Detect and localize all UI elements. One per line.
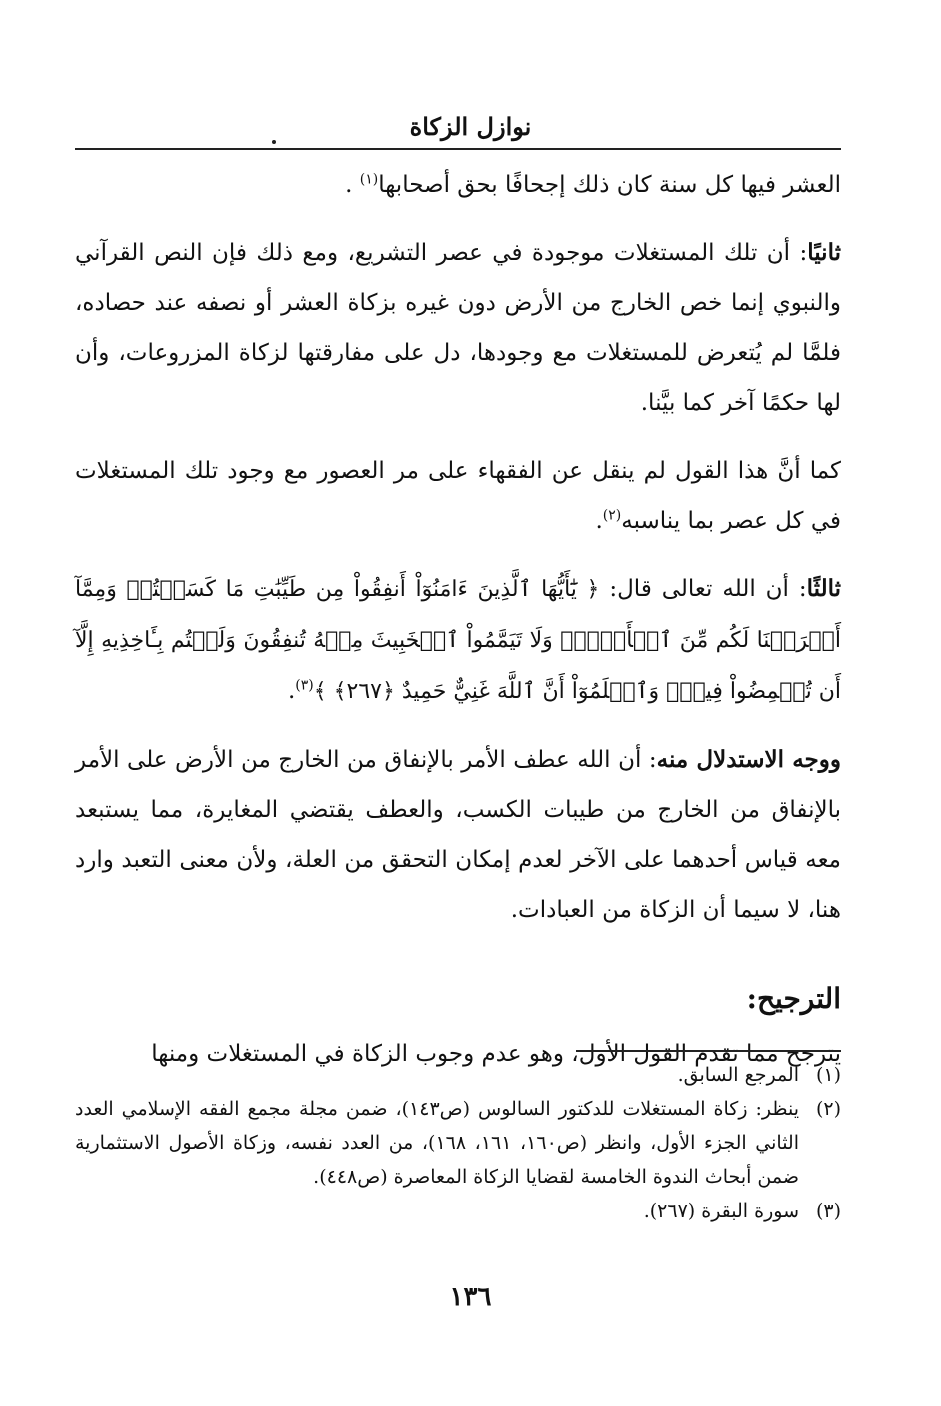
- paragraph-2: [75, 228, 841, 428]
- paragraph-2-lead: ثانيًا: [807, 239, 841, 266]
- header-dot: [272, 140, 276, 144]
- paragraph-1-text: العشر فيها كل سنة كان ذلك إجحافًا بحق أصحابها: [378, 172, 841, 198]
- page-number: ١٣٦: [449, 1282, 492, 1312]
- quran-verse: ﴿ يَٰٓأَيُّهَا ٱلَّذِينَ ءَامَنُوٓاْ أَنفِقُواْ مِن طَيِّبَٰتِ مَا كَسَبۡتُمۡ وَمِمَّآ أَخۡرَجۡنَا لَكُم مِّنَ ٱلۡأَرۡضِۖ وَلَا تَيَمَّمُواْ ٱلۡخَبِيثَ مِنۡهُ تُنفِقُونَ وَلَسۡتُم بِـَٔاخِذِيهِ إِلَّآ أَن تُغۡمِضُواْ فِيهِۚ وَٱعۡلَمُوٓاْ أَنَّ ٱللَّهَ غَنِيٌّ حَمِيدٌ ﴿٢٦٧﴾ ﴾: [75, 577, 841, 704]
- footnote-rule: [576, 1050, 841, 1052]
- paragraph-4-lead: ثالثًا: [806, 575, 841, 602]
- footnote-item: [75, 1058, 841, 1092]
- footnote-item: [75, 1092, 841, 1194]
- main-text: [75, 160, 841, 1079]
- footnote-text: ينظر: زكاة المستغلات للدكتور السالوس (ص١٤٣)، ضمن مجلة مجمع الفقه الإسلامي العدد الثاني الجزء الأول، وانظر (ص١٦٠، ١٦١، ١٦٨)، من العدد نفسه، وزكاة الأصول الاستثمارية ضمن أبحاث الندوة الخامسة لقضايا الزكاة المعاصرة (ص٤٤٨).: [75, 1098, 800, 1188]
- footnote-number: (٣): [815, 1200, 841, 1222]
- header-rule: [75, 148, 841, 150]
- paragraph-3: [75, 446, 841, 546]
- footnote-number: (١): [815, 1064, 841, 1086]
- footnote-text: سورة البقرة (٢٦٧).: [643, 1200, 799, 1222]
- paragraph-4: [75, 564, 841, 717]
- paragraph-1-end: .: [345, 172, 360, 198]
- paragraph-4-intro: : أن الله تعالى قال:: [599, 576, 807, 602]
- footnote-item: [75, 1194, 841, 1228]
- footnote-ref-2: (٢): [602, 507, 622, 524]
- footnote-ref-1: (١): [359, 171, 379, 188]
- paragraph-2-text: : أن تلك المستغلات موجودة في عصر التشريع، ومع ذلك فإن النص القرآني والنبوي إنما خص الخارج من الأرض دون غيره بزكاة العشر أو نصفه عند حصاده، فلمَّا لم يُتعرض للمستغلات مع وجودها، دل على مفارقتها لزكاة المزروعات، وأن لها حكمًا آخر كما بيَّنا.: [75, 240, 841, 416]
- paragraph-1: [75, 160, 841, 210]
- footnote-text: المرجع السابق.: [677, 1064, 799, 1086]
- section-heading: الترجيح:: [746, 982, 841, 1015]
- footnote-ref-3: (٣): [295, 677, 314, 694]
- footnote-number: (٢): [815, 1098, 841, 1120]
- paragraph-6-text: يترجح مما تقدم القول الأول، وهو عدم وجوب الزكاة في المستغلات ومنها: [151, 1041, 841, 1067]
- paragraph-5-text: : أن الله عطف الأمر بالإنفاق من الخارج من الأرض على الأمر بالإنفاق من الخارج من طيبات الكسب، والعطف يقتضي المغايرة، مما يستبعد معه قياس أحدهما على الآخر لعدم إمكان التحقق من العلة، ولأن معنى التعبد وارد هنا، لا سيما أن الزكاة من العبادات.: [75, 747, 841, 923]
- running-title: نوازل الزكاة: [409, 112, 532, 141]
- paragraph-3-text: كما أنَّ هذا القول لم ينقل عن الفقهاء على مر العصور مع وجود تلك المستغلات في كل عصر بما يناسبه: [75, 458, 841, 534]
- paragraph-4-end: .: [287, 678, 296, 704]
- paragraph-5-lead: ووجه الاستدلال منه: [656, 746, 841, 773]
- paragraph-5: [75, 735, 841, 935]
- paragraph-3-end: .: [595, 508, 603, 534]
- footnotes: [75, 1058, 841, 1228]
